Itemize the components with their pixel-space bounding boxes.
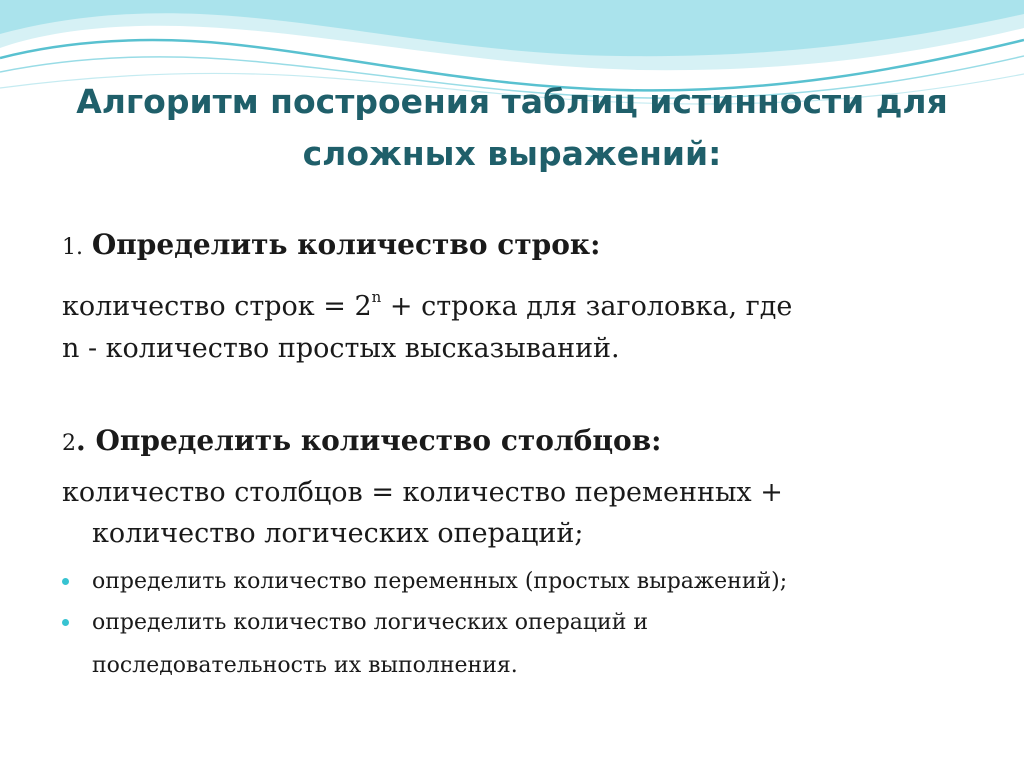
title-line-2: сложных выражений: [302, 134, 722, 173]
title-line-1: Алгоритм построения таблиц истинности для [76, 82, 948, 121]
slide-title [40, 76, 984, 180]
step1-number: 1. [62, 235, 83, 260]
bullet-item-2: определить количество логических операций и [92, 610, 649, 635]
bullet-dot-1 [62, 578, 69, 585]
bullet-dot-2 [62, 619, 69, 626]
step1-heading-text: Определить количество строк: [91, 228, 601, 261]
step2-heading [62, 424, 662, 461]
formula-before: количество строк = 2 [62, 291, 372, 322]
step2-formula-line-1: количество столбцов = количество переменных + [62, 477, 783, 508]
formula-exponent: n [371, 288, 382, 306]
step1-formula [62, 283, 792, 324]
step2-formula-line-2: количество логических операций; [92, 518, 584, 549]
bullet-item-1: определить количество переменных (простых выражений); [92, 569, 788, 594]
step2-number: 2 [62, 431, 76, 456]
step1-definition: n - количество простых высказываний. [62, 333, 620, 364]
formula-after: + строка для заголовка, где [381, 291, 793, 322]
step1-heading [62, 228, 600, 265]
bullet-item-2-continuation: последовательность их выполнения. [92, 653, 518, 678]
step2-heading-text: . Определить количество столбцов: [76, 424, 662, 457]
